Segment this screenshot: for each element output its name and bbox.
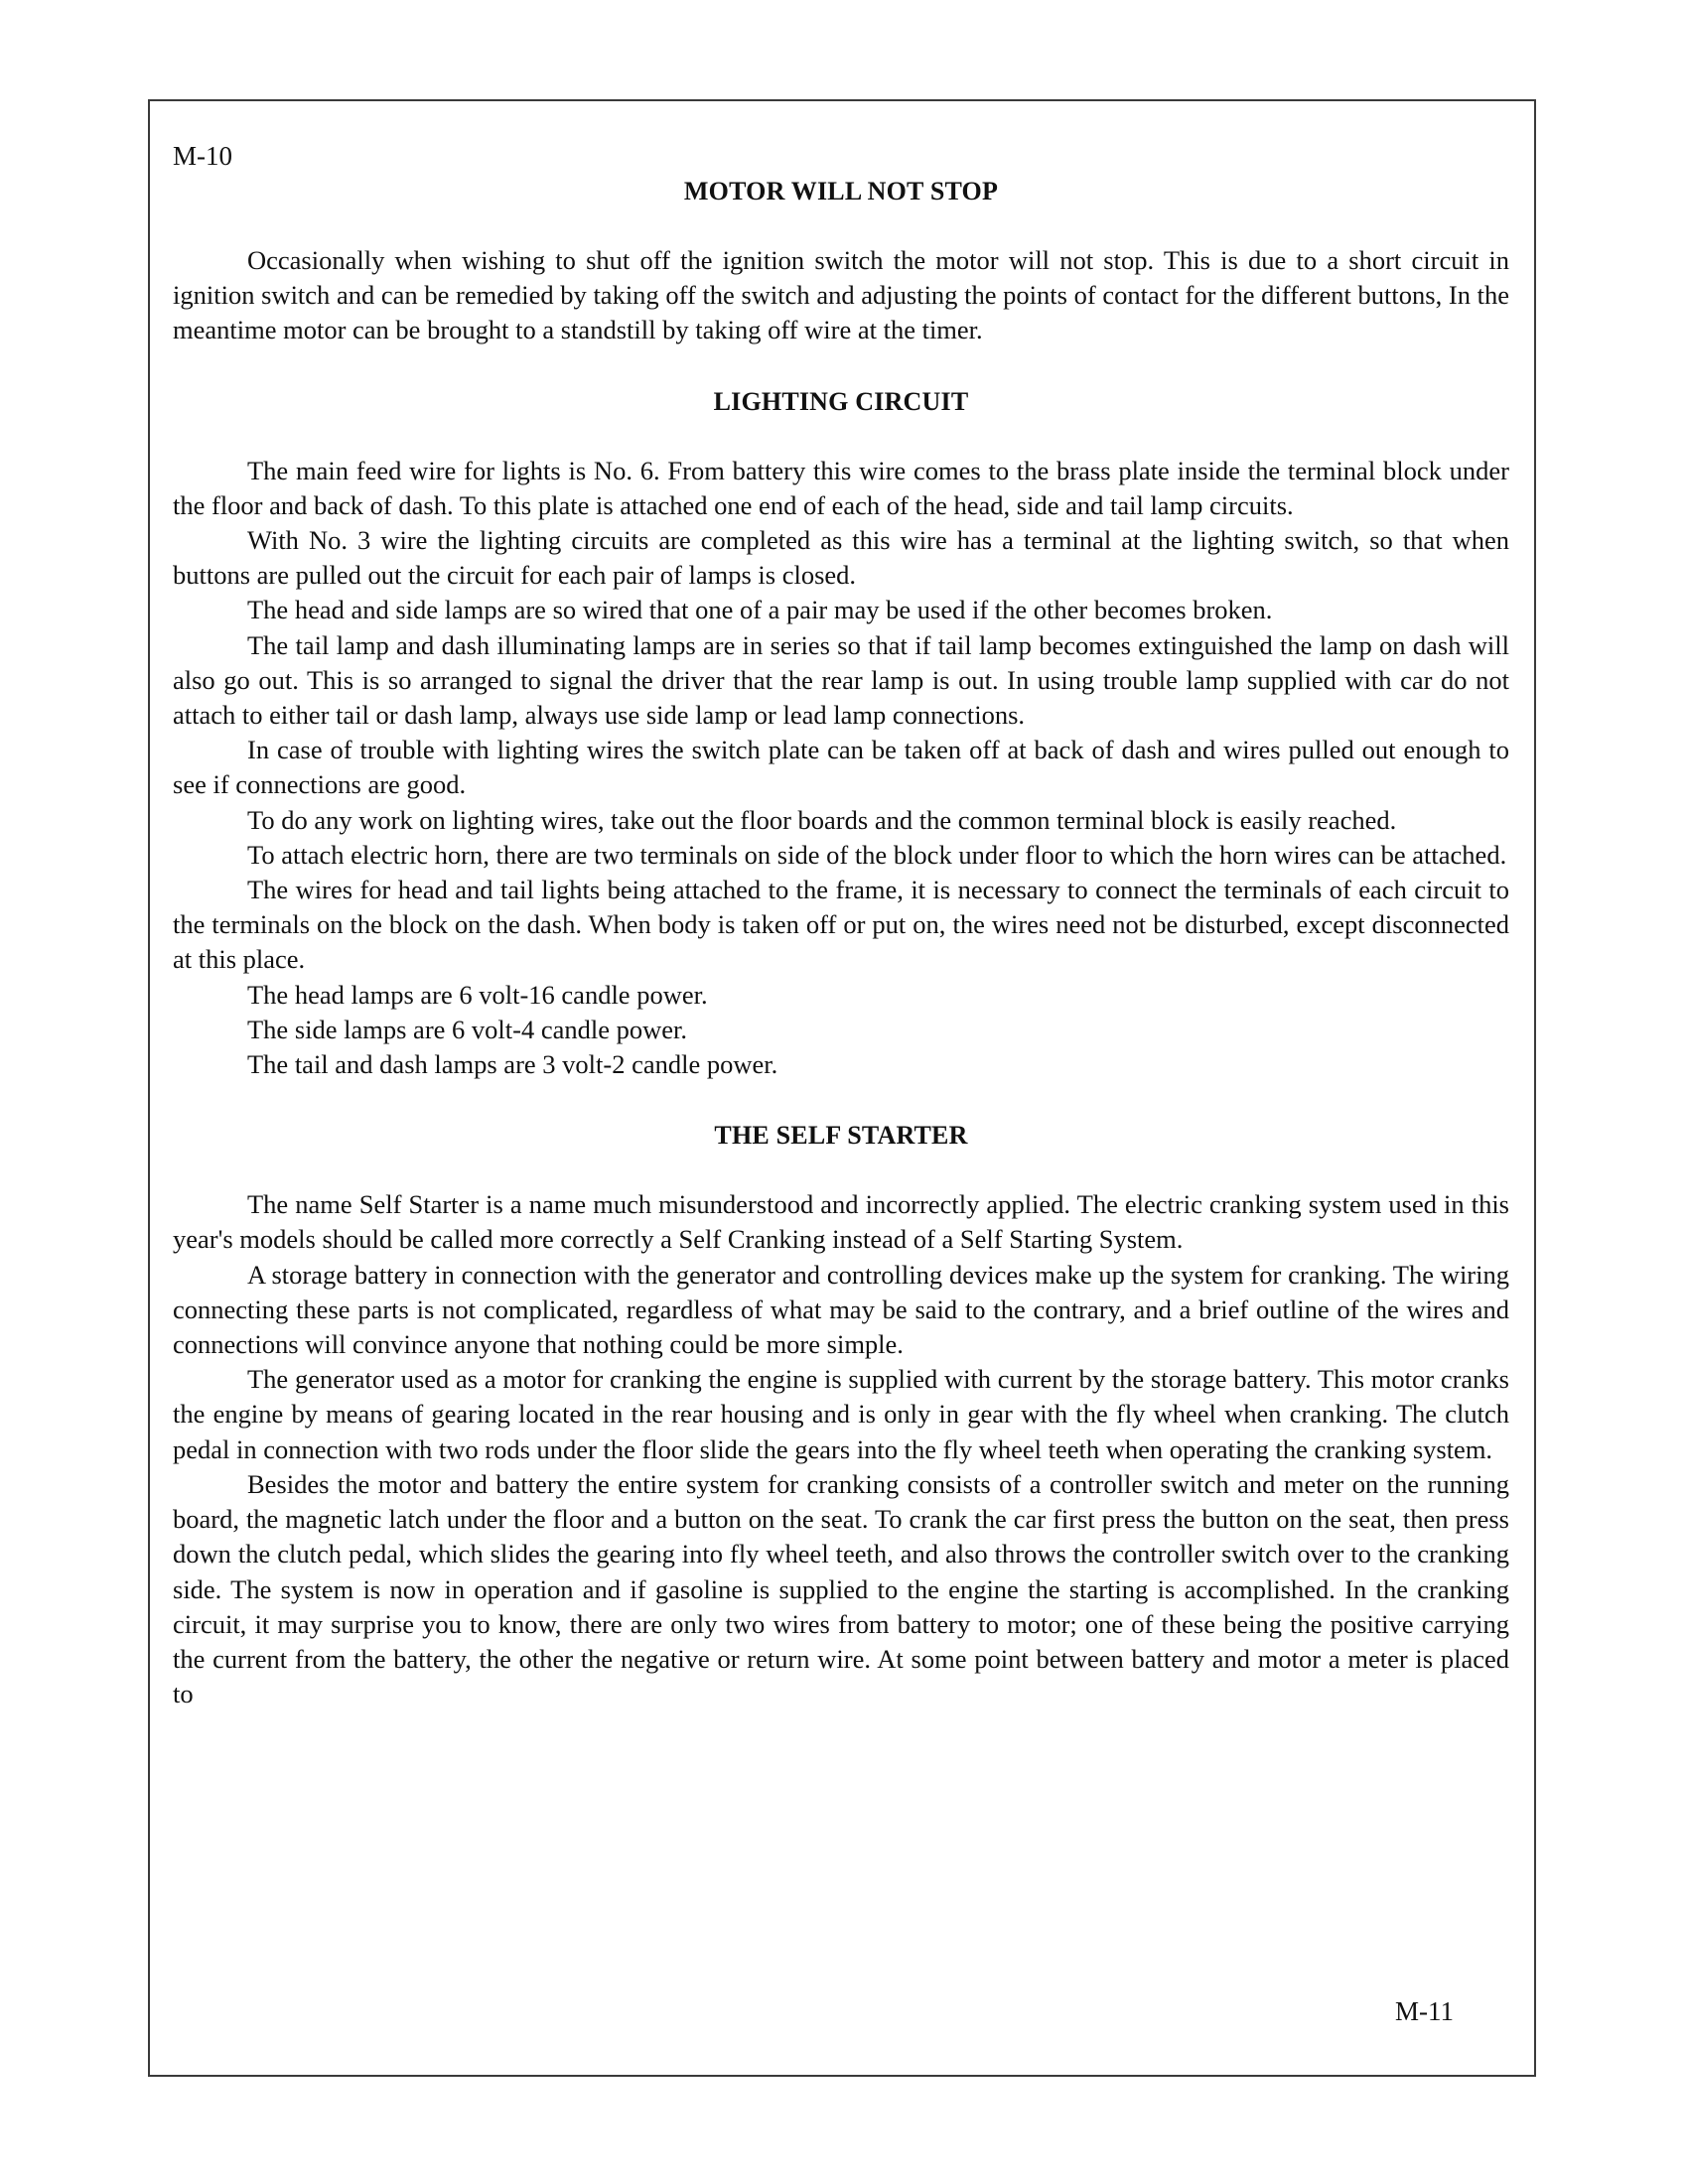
page-number-top: M-10 [173,141,232,171]
section-heading: THE SELF STARTER [714,1121,968,1151]
paragraph: A storage battery in connection with the generator and controlling devices make up the system for cranking. The wiring connecting these parts is not complicated, regardless of what may be said to the contrary, and a brief outline of the wires and connections will convince anyone that nothing could be more simple. [173,1259,1509,1360]
section-heading: LIGHTING CIRCUIT [713,386,969,416]
paragraph: Occasionally when wishing to shut off the ignition switch the motor will not stop. This is due to a short circuit in ignition switch and can be remedied by taking off the switch and adjusting the points of contact for the different buttons, In the meantime motor can be brought to a standstill by taking off wire at the timer. [173,245,1509,345]
paragraph: The generator used as a motor for cranking the engine is supplied with current by the storage battery. This motor cranks the engine by means of gearing located in the rear housing and is only in gear with the fly wheel when cranking. The clutch pedal in connection with two rods under the floor slide the gears into the fly wheel teeth when operating the cranking system. [173,1364,1509,1464]
paragraph: In case of trouble with lighting wires the switch plate can be taken off at back of dash and wires pulled out enough to see if connections are good. [173,735,1509,800]
paragraph: With No. 3 wire the lighting circuits are completed as this wire has a terminal at the lighting switch, so that when buttons are pulled out the circuit for each pair of lamps is closed. [173,525,1509,591]
paragraph: To attach electric horn, there are two terminals on side of the block under floor to which the horn wires can be attached. [247,839,1507,870]
paragraph: The tail and dash lamps are 3 volt-2 candle power. [247,1049,778,1080]
section-self-starter [173,1118,1509,1711]
paragraph: The main feed wire for lights is No. 6. From battery this wire comes to the brass plate inside the terminal block under the floor and back of dash. To this plate is attached one end of each of the head, side and tail lamp circuits. [173,455,1509,520]
page-content [173,174,1509,1747]
paragraph: The head and side lamps are so wired that one of a pair may be used if the other becomes broken. [247,595,1273,625]
section-heading: MOTOR WILL NOT STOP [683,177,999,205]
page-number-bottom: M-11 [1395,1996,1454,2026]
paragraph: Besides the motor and battery the entire system for cranking consists of a controller switch and meter on the running board, the magnetic latch under the floor and a button on the seat. To crank the car first press the button on the seat, then press down the clutch pedal, which slides the gearing into fly wheel teeth, and also throws the controller switch over to the cranking side. The system is now in operation and if gasoline is supplied to the engine the starting is accomplished. In the cranking circuit, it may surprise you to know, there are only two wires from battery to motor; one of these being the positive carrying the current from the battery, the other the negative or return wire. At some point between battery and motor a meter is placed to [173,1468,1509,1709]
section-lighting-circuit [173,384,1509,1083]
paragraph: The name Self Starter is a name much misunderstood and incorrectly applied. The electric cranking system used in this year's models should be called more correctly a Self Cranking instead of a Self Starting System. [173,1189,1509,1255]
paragraph: To do any work on lighting wires, take out the floor boards and the common terminal block is easily reached. [247,804,1397,835]
paragraph: The tail lamp and dash illuminating lamps are in series so that if tail lamp becomes extinguished the lamp on dash will also go out. This is so arranged to signal the driver that the rear lamp is out. In using trouble lamp supplied with car do not attach to either tail or dash lamp, always use side lamp or lead lamp connections. [173,629,1509,731]
paragraph: The head lamps are 6 volt-16 candle power. [247,979,708,1010]
paragraph: The side lamps are 6 volt-4 candle power. [247,1014,687,1044]
paragraph: The wires for head and tail lights being attached to the frame, it is necessary to connect the terminals of each circuit to the terminals on the block on the dash. When body is taken off or put on, the wires need not be disturbed, except disconnected at this place. [173,875,1509,975]
section-motor-will-not-stop [173,174,1509,348]
